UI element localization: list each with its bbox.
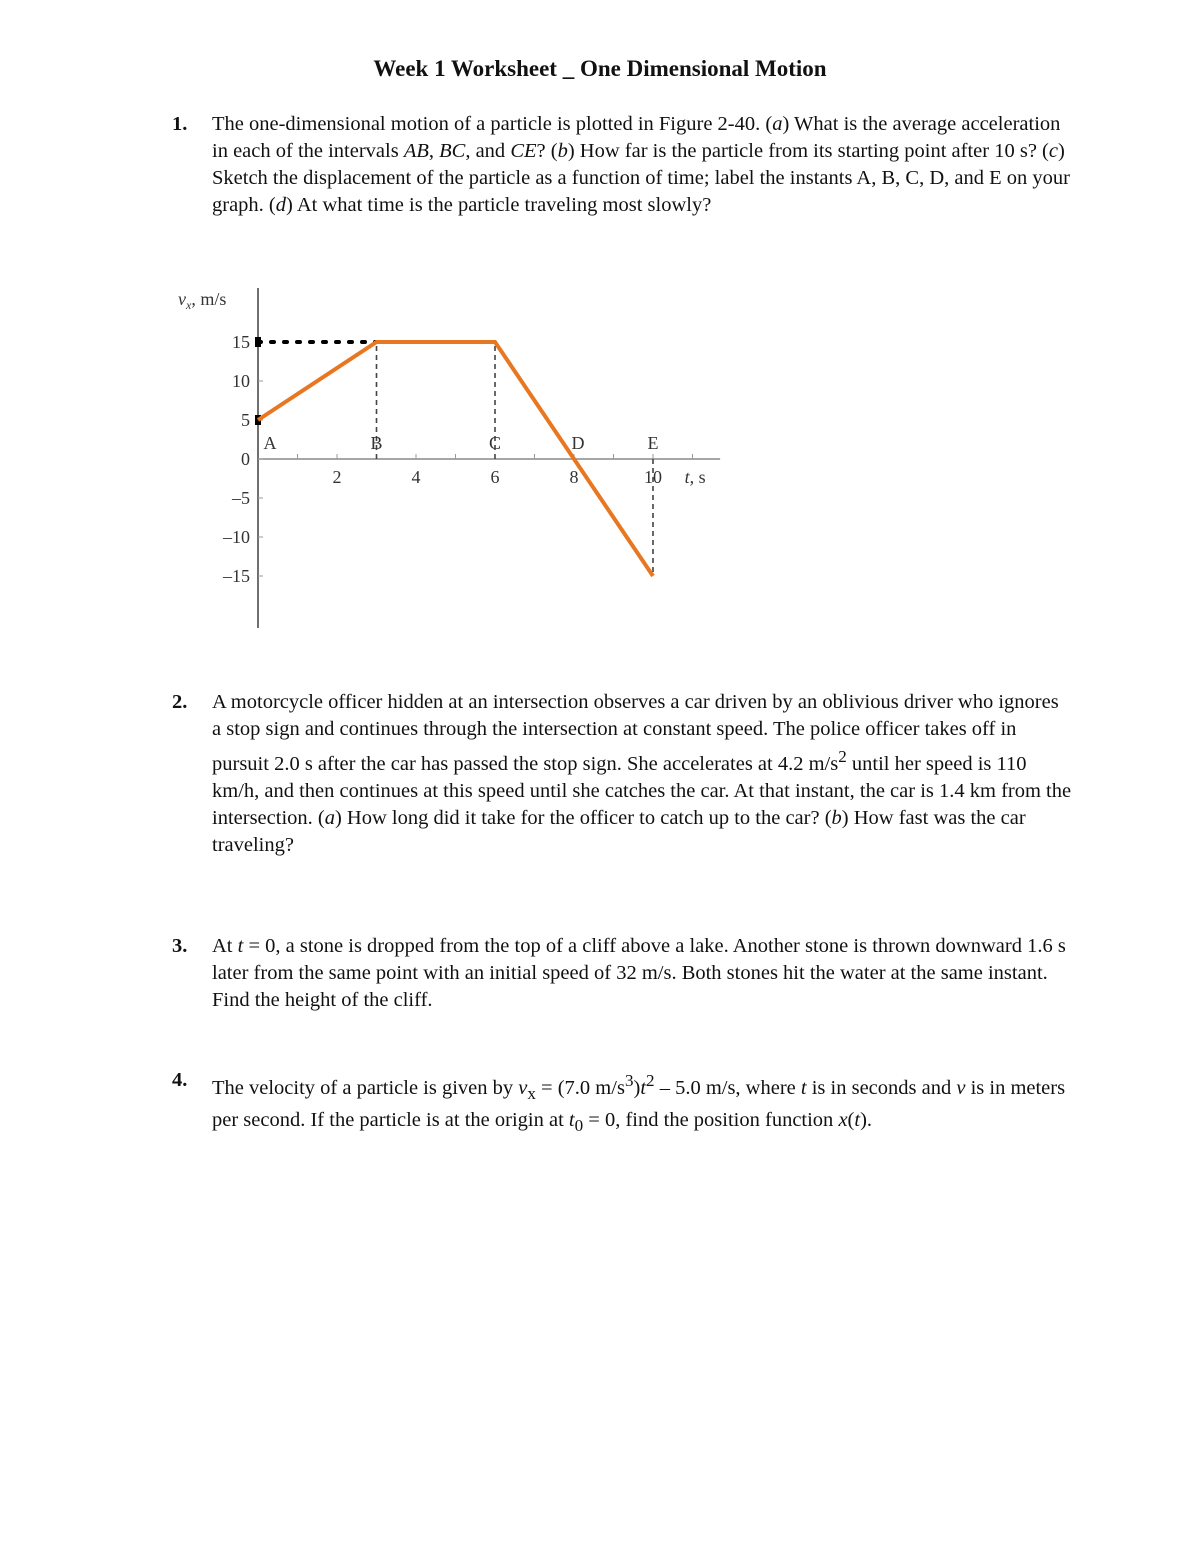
y-tick-label: 15 <box>232 332 250 352</box>
point-label-d: D <box>571 433 585 453</box>
point-label-e: E <box>647 433 659 453</box>
x-tick-label: 8 <box>569 467 579 487</box>
point-label-c: C <box>488 433 502 453</box>
question-text: The one-dimensional motion of a particle is plotted in Figure 2-40. (a) What is the average acceleration in each of the intervals AB, BC, and CE? (b) How far is the particle from its starting point after 10 s? (c) Sketch the displacement of the particle as a function of time; label the instants A, B, C, D, and E on your graph. (d) At what time is the particle traveling most slowly? <box>212 113 1070 216</box>
point-label-b: B <box>370 433 383 453</box>
y-tick-label: –15 <box>223 566 250 586</box>
x-tick-label: 4 <box>411 467 421 487</box>
x-axis-label: t, s <box>684 467 706 487</box>
y-axis-label: $v_x$, m/s <box>178 289 227 312</box>
question-text: A motorcycle officer hidden at an intersection observes a car driven by an oblivious driver who ignores a stop sign and continues through the intersection at constant speed. The police officer takes off in pursuit 2.0 s after the car has passed the stop sign. She accelerates at 4.2 $m/s^2$ until her speed is 110 km/h, and then continues at this speed until she catches the car. At that instant, the car is 1.4 km from the intersection. (a) How long did it take for the officer to catch up to the car? (b) How fast was the car traveling? <box>212 691 1072 856</box>
point-label-a: A <box>263 433 277 453</box>
question-4 <box>172 1067 1072 1139</box>
question-number: 2. <box>172 691 188 713</box>
question-text: At t = 0, a stone is dropped from the top of a cliff above a lake. Another stone is thrown downward 1.6 s later from the same point with an initial speed of 32 m/s. Both stones hit the water at the same instant. Find the height of the cliff. <box>212 935 1066 1011</box>
question-number: 3. <box>172 935 188 957</box>
velocity-time-chart <box>160 280 740 640</box>
question-text: The velocity of a particle is given by $v_x = (7.0$ $m/s^3)t^2 - 5.0$ m/s, where t is in seconds and v is in meters per second. If the particle is at the origin at $t_0 = 0$, find the position function x(t). <box>212 1071 1066 1136</box>
axis-marker <box>255 337 261 347</box>
question-3 <box>172 933 1072 1014</box>
x-tick-label: 10 <box>644 467 662 487</box>
y-tick-label: –5 <box>232 488 250 508</box>
page-title: Week 1 Worksheet _ One Dimensional Motion <box>373 56 827 81</box>
question-number: 4. <box>172 1069 188 1091</box>
y-tick-label: 5 <box>241 410 250 430</box>
y-tick-label: 10 <box>232 371 250 391</box>
x-tick-label: 2 <box>332 467 342 487</box>
y-tick-label: –10 <box>223 527 250 547</box>
question-number: 1. <box>172 113 188 135</box>
question-1 <box>172 111 1072 219</box>
x-tick-label: 6 <box>490 467 500 487</box>
question-2 <box>172 689 1072 859</box>
y-tick-label: 0 <box>241 449 250 469</box>
